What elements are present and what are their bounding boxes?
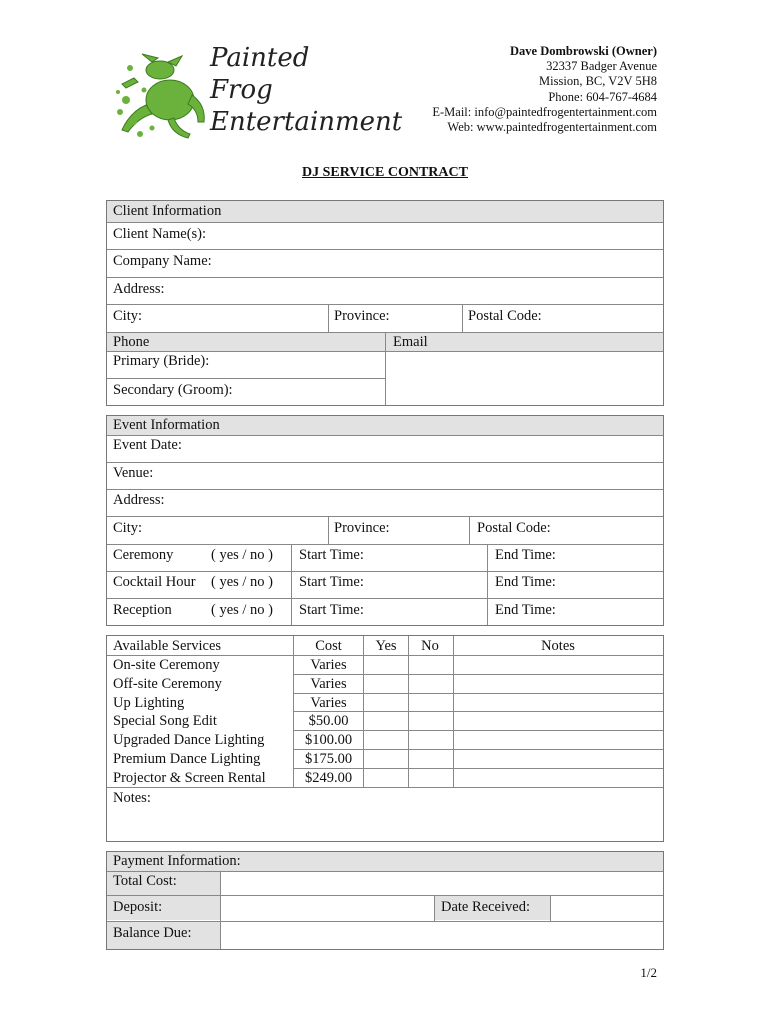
- service-name: Upgraded Dance Lighting: [113, 732, 265, 748]
- notes-header: Notes: [541, 638, 575, 654]
- ceremony-end-time[interactable]: End Time:: [495, 547, 556, 563]
- cocktail-yes-no[interactable]: ( yes / no ): [211, 574, 274, 590]
- logo-line-2: Frog: [210, 75, 273, 105]
- service-name: Off-site Ceremony: [113, 676, 222, 692]
- service-name: Premium Dance Lighting: [113, 751, 261, 767]
- service-name: Up Lighting: [113, 695, 185, 711]
- email-text: E-Mail: info@paintedfrogentertainment.com: [432, 104, 657, 119]
- balance-due-field[interactable]: [221, 922, 663, 949]
- primary-phone-field[interactable]: Primary (Bride):: [113, 353, 210, 369]
- client-address-field[interactable]: Address:: [113, 281, 165, 297]
- event-address-field[interactable]: Address:: [113, 492, 165, 508]
- ceremony-yes-no[interactable]: ( yes / no ): [211, 547, 274, 563]
- service-cost: $175.00: [304, 751, 353, 767]
- frog-logo-icon: [112, 50, 212, 140]
- event-city-field[interactable]: City:: [113, 520, 143, 536]
- total-cost-label: Total Cost:: [107, 872, 220, 895]
- balance-due-label: Balance Due:: [107, 922, 220, 949]
- client-province-field[interactable]: Province:: [334, 308, 390, 324]
- cocktail-label: Cocktail Hour: [113, 574, 196, 590]
- service-name: Special Song Edit: [113, 713, 217, 729]
- payment-header: Payment Information:: [107, 852, 663, 871]
- service-cost: $50.00: [308, 713, 349, 729]
- phone-header: Phone: [107, 333, 663, 351]
- owner-name: Dave Dombrowski (Owner): [510, 44, 657, 58]
- no-header: No: [421, 638, 439, 654]
- service-cost: $249.00: [304, 770, 353, 786]
- event-date-field[interactable]: Event Date:: [113, 437, 182, 453]
- web-text: Web: www.paintedfrogentertainment.com: [447, 120, 657, 135]
- service-cost: $100.00: [304, 732, 353, 748]
- logo-line-3: Entertainment: [210, 107, 403, 137]
- total-cost-field[interactable]: [221, 872, 663, 895]
- reception-start-time[interactable]: Start Time:: [299, 602, 364, 618]
- service-cost: Varies: [310, 676, 347, 692]
- services-notes-field[interactable]: Notes:: [113, 790, 151, 806]
- date-received-field[interactable]: [551, 896, 663, 920]
- contact-block: [432, 44, 657, 135]
- cocktail-start-time[interactable]: Start Time:: [299, 574, 364, 590]
- event-info-section: [106, 415, 664, 626]
- reception-yes-no[interactable]: ( yes / no ): [211, 602, 274, 618]
- client-postal-field[interactable]: Postal Code:: [468, 308, 542, 324]
- company-logo-text: [210, 42, 402, 138]
- event-province-field[interactable]: Province:: [334, 520, 390, 536]
- date-received-label: Date Received:: [435, 896, 550, 920]
- page-number: 1/2: [640, 965, 657, 980]
- page-title: DJ SERVICE CONTRACT: [302, 165, 468, 180]
- cost-header: Cost: [315, 638, 342, 654]
- company-name-field[interactable]: Company Name:: [113, 253, 212, 269]
- service-cost: Varies: [310, 657, 347, 673]
- address-line-1: 32337 Badger Avenue: [546, 59, 657, 74]
- venue-field[interactable]: Venue:: [113, 465, 154, 481]
- service-name: Projector & Screen Rental: [113, 770, 266, 786]
- service-name: On-site Ceremony: [113, 657, 220, 673]
- secondary-phone-field[interactable]: Secondary (Groom):: [113, 382, 233, 398]
- client-name-field[interactable]: Client Name(s):: [113, 226, 207, 242]
- client-info-section: [106, 200, 664, 406]
- payment-section: [106, 851, 664, 950]
- event-postal-field[interactable]: Postal Code:: [477, 520, 551, 536]
- address-line-2: Mission, BC, V2V 5H8: [539, 74, 657, 89]
- phone-text: Phone: 604-767-4684: [548, 89, 657, 104]
- deposit-label: Deposit:: [107, 896, 220, 920]
- ceremony-start-time[interactable]: Start Time:: [299, 547, 364, 563]
- services-header: Available Services: [113, 638, 222, 654]
- cocktail-end-time[interactable]: End Time:: [495, 574, 556, 590]
- email-header: Email: [393, 334, 428, 350]
- reception-label: Reception: [113, 602, 172, 618]
- client-info-header: Client Information: [107, 201, 663, 222]
- client-city-field[interactable]: City:: [113, 308, 143, 324]
- ceremony-label: Ceremony: [113, 547, 174, 563]
- services-table: [106, 635, 664, 842]
- reception-end-time[interactable]: End Time:: [495, 602, 556, 618]
- logo-line-1: Painted: [210, 43, 310, 73]
- email-field[interactable]: [386, 352, 663, 405]
- deposit-field[interactable]: [221, 896, 434, 920]
- event-info-header: Event Information: [107, 416, 663, 435]
- yes-header: Yes: [375, 638, 397, 654]
- service-cost: Varies: [310, 695, 347, 711]
